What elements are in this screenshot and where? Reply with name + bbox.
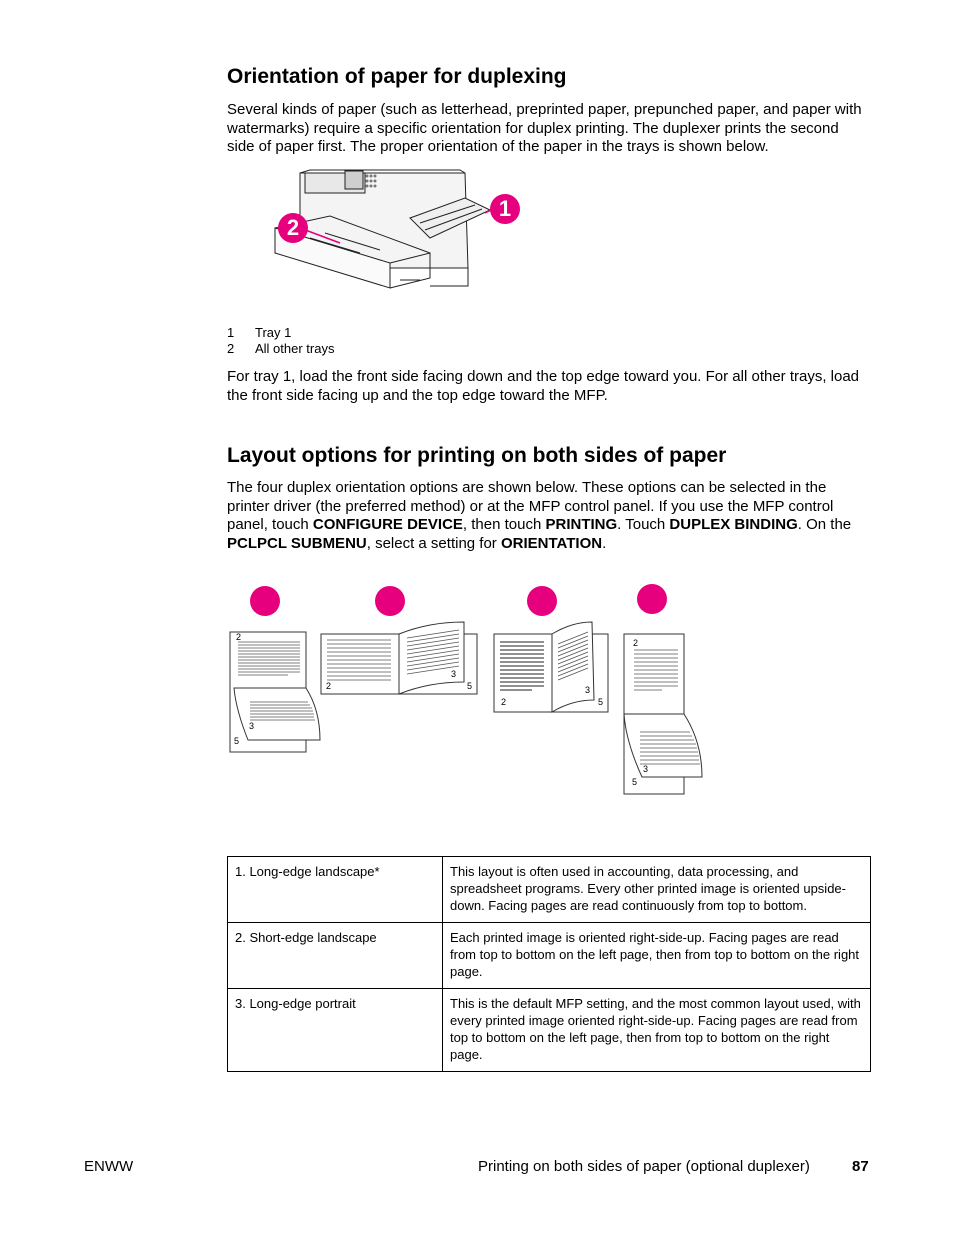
layout-options-paragraph: The four duplex orientation options are shown below. These options can be selected in the printer driver (the preferred method) or at the MFP control panel. If you use the MFP control panel, touch CONFIGURE DEVICE, then touch PRINTING. Touch DUPLEX BINDING. On the PCLPCL SUBMENU, select a setting for ORIENTATION. <box>227 479 852 552</box>
page-number-footer: 87 <box>852 1158 869 1175</box>
page-number: 5 <box>632 777 638 787</box>
option-marker-2 <box>375 586 405 616</box>
layout-name: 1. Long-edge landscape* <box>228 857 443 923</box>
legend-item-tray1: 1 Tray 1 <box>227 325 292 340</box>
diagram-short-edge-portrait <box>622 632 707 797</box>
tray-loading-note: For tray 1, load the front side facing down and the top edge toward you. For all other trays, load the front side facing up and the top edge toward the MFP. <box>227 368 860 404</box>
figure-legend <box>227 325 334 356</box>
option-marker-1 <box>250 586 280 616</box>
footer-section-title: Printing on both sides of paper (optional duplexer) <box>478 1158 810 1175</box>
table-row <box>228 923 871 989</box>
layout-name: 3. Long-edge portrait <box>228 989 443 1072</box>
page-number: 2 <box>326 681 332 691</box>
table-row <box>228 989 871 1072</box>
diagram-short-edge-landscape <box>319 620 479 700</box>
callout-2: 2 <box>278 213 308 243</box>
page-number: 3 <box>585 685 591 695</box>
option-marker-4 <box>637 584 667 614</box>
layout-description: This is the default MFP setting, and the most common layout used, with every printed image oriented right-side-up. Facing pages are read from top to bottom on the left page, then from top to bottom on the right page. <box>443 989 871 1072</box>
section-title-orientation: Orientation of paper for duplexing <box>227 65 567 88</box>
page-number: 3 <box>249 721 255 731</box>
table-row <box>228 857 871 923</box>
page-number: 5 <box>467 681 473 691</box>
diagram-long-edge-portrait <box>492 620 612 715</box>
layout-name: 2. Short-edge landscape <box>228 923 443 989</box>
page-number: 2 <box>236 632 242 642</box>
page-number: 2 <box>501 697 507 707</box>
diagram-long-edge-landscape <box>228 630 323 755</box>
page-number: 3 <box>451 669 457 679</box>
section-title-layout-options: Layout options for printing on both sides of paper <box>227 444 727 467</box>
printer-illustration <box>270 168 530 313</box>
page-number: 2 <box>633 638 639 648</box>
legend-item-other-trays: 2 All other trays <box>227 341 335 356</box>
layout-description: Each printed image is oriented right-side-up. Facing pages are read from top to bottom on the left page, then from top to bottom on the right page. <box>443 923 871 989</box>
printer-drawing <box>270 168 530 313</box>
footer-left: ENWW <box>84 1158 134 1175</box>
duplex-layout-table <box>227 856 871 1072</box>
layout-description: This layout is often used in accounting, data processing, and spreadsheet programs. Every other printed image is oriented upside-down. Facing pages are read continuously from top to bottom. <box>443 857 871 923</box>
option-marker-3 <box>527 586 557 616</box>
callout-1: 1 <box>490 194 520 224</box>
page-number: 5 <box>234 736 240 746</box>
orientation-intro: Several kinds of paper (such as letterhead, preprinted paper, prepunched paper, and paper with watermarks) require a specific orientation for duplex printing. The duplexer prints the second side of paper first. The proper orientation of the paper in the trays is shown below. <box>227 101 862 155</box>
page-number: 3 <box>643 764 649 774</box>
page-number: 5 <box>598 697 604 707</box>
